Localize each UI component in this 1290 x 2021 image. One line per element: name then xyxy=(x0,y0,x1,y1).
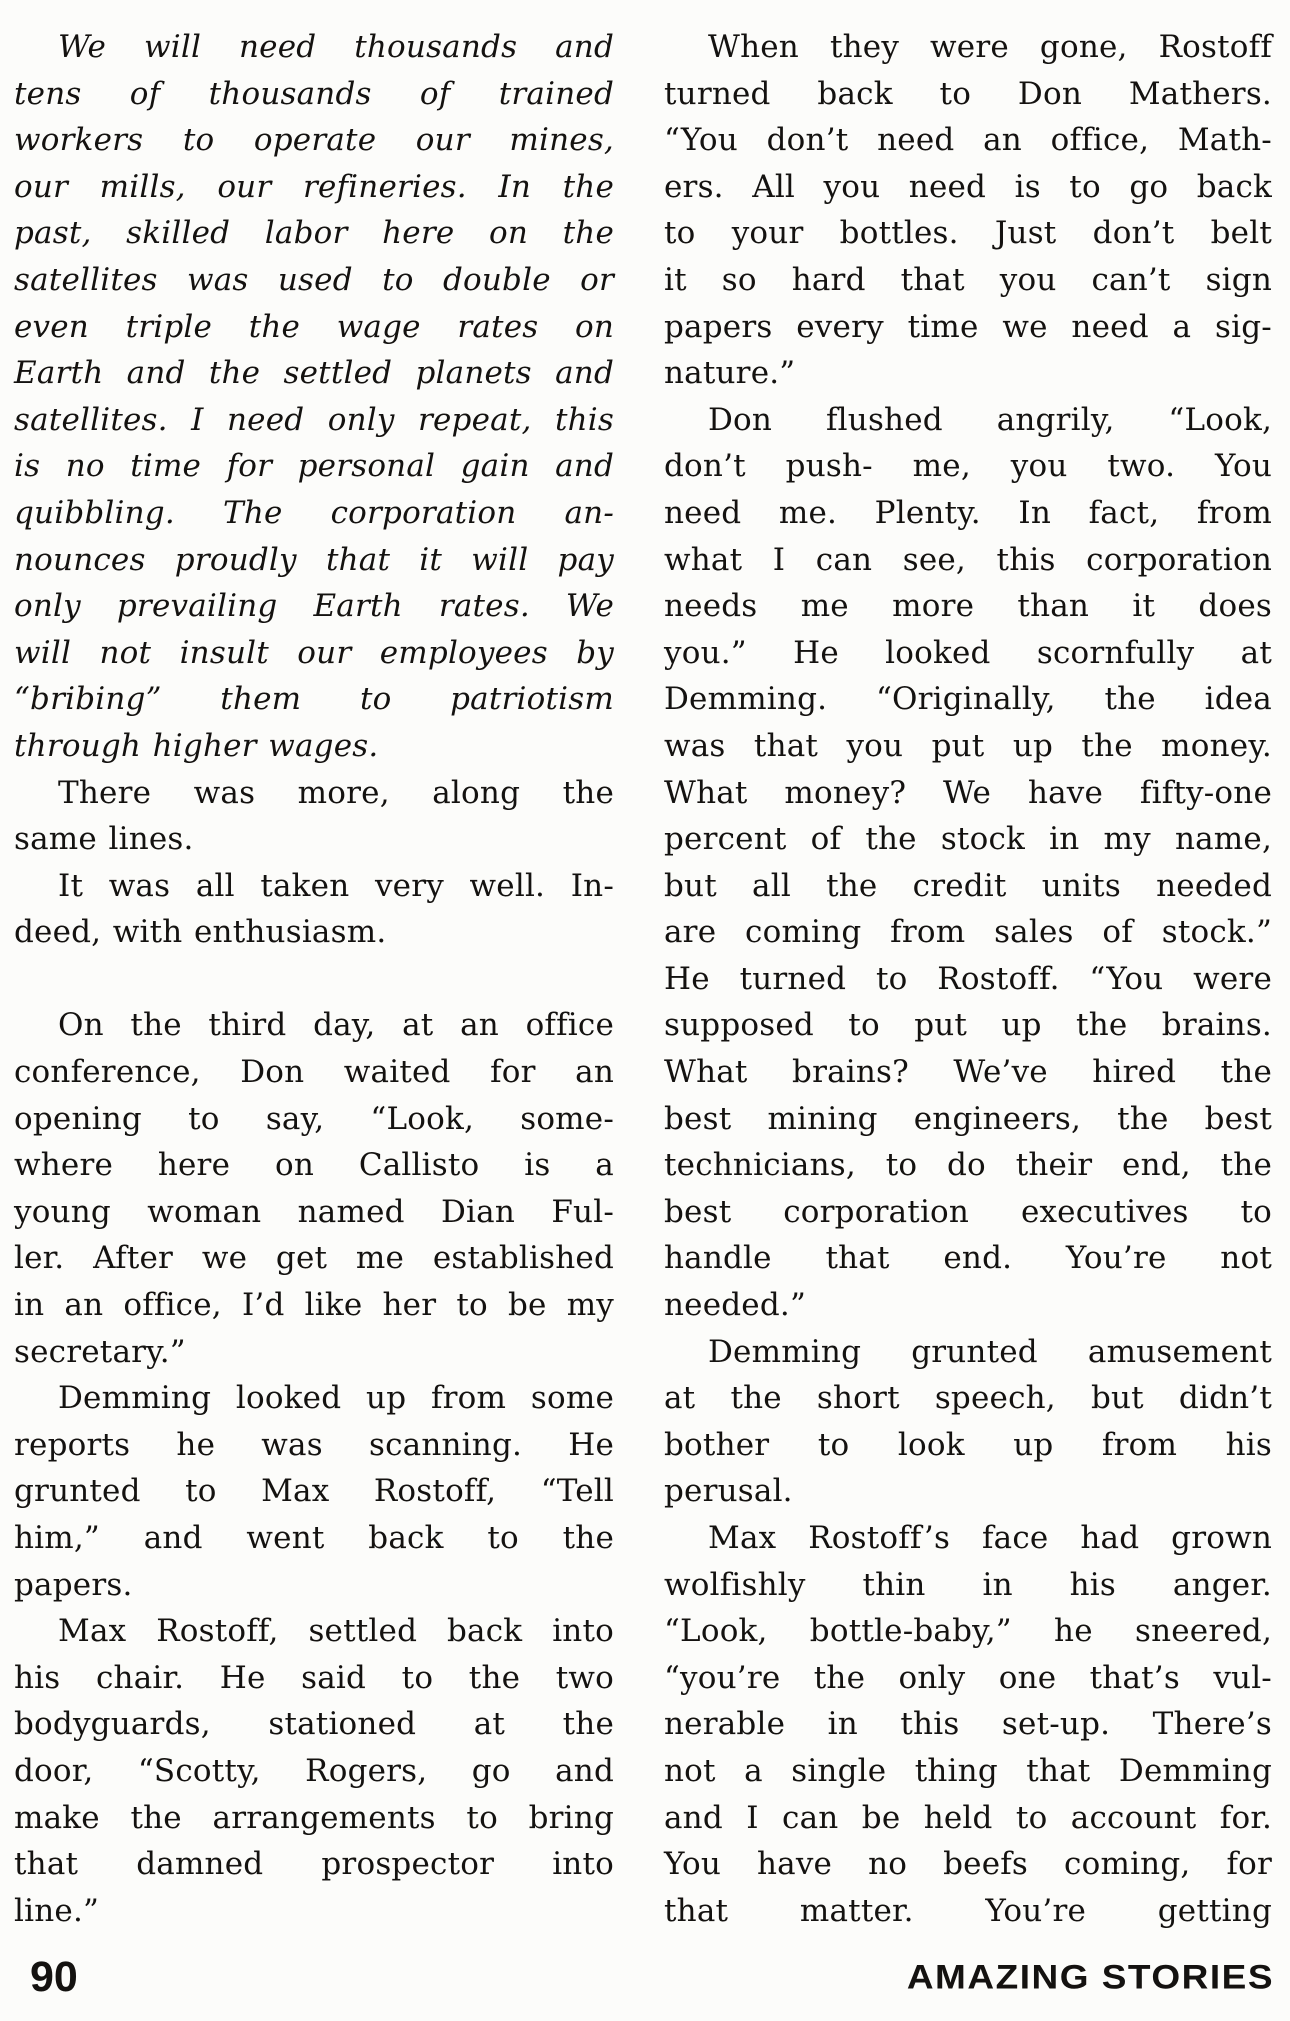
text-line: not a single thing that Demming xyxy=(664,1752,1272,1789)
text-line: tens of thousands of trained xyxy=(14,75,614,112)
text-line: “Look, bottle-baby,” he sneered, xyxy=(664,1613,1272,1650)
text-line: bother to look up from his xyxy=(664,1426,1272,1463)
text-line: make the arrangements to bring xyxy=(14,1799,614,1836)
text-line: what I can see, this corporation xyxy=(664,541,1272,578)
text-line: same lines. xyxy=(14,821,194,858)
text-line: secretary.” xyxy=(14,1333,186,1370)
text-line: was that you put up the money. xyxy=(664,727,1272,764)
text-line: There was more, along the xyxy=(58,774,614,811)
text-line: technicians, to do their end, the xyxy=(664,1147,1272,1184)
text-line: deed, with enthusiasm. xyxy=(14,914,387,951)
text-line: only prevailing Earth rates. We xyxy=(14,588,614,625)
text-line: quibbling. The corporation an- xyxy=(14,494,614,531)
text-line: are coming from sales of stock.” xyxy=(664,914,1272,951)
text-line: need me. Plenty. In fact, from xyxy=(664,494,1272,531)
page-number: 90 xyxy=(30,1953,78,2001)
text-line: that matter. You’re getting xyxy=(664,1892,1272,1929)
text-line: Max Rostoff, settled back into xyxy=(58,1613,614,1650)
text-line: nerable in this set-up. There’s xyxy=(664,1706,1272,1743)
text-line: where here on Callisto is a xyxy=(14,1147,614,1184)
text-line: it so hard that you can’t sign xyxy=(664,261,1272,298)
text-line: that damned prospector into xyxy=(14,1846,614,1883)
text-line: Demming grunted amusement xyxy=(708,1333,1272,1370)
text-line: wolfishly thin in his anger. xyxy=(664,1566,1272,1603)
text-line: satellites. I need only repeat, this xyxy=(14,401,614,438)
text-line: percent of the stock in my name, xyxy=(664,821,1272,858)
text-line: “bribing” them to patriotism xyxy=(14,681,614,718)
text-line: will not insult our employees by xyxy=(14,634,614,671)
left-column xyxy=(14,24,614,1934)
text-line: Max Rostoff’s face had grown xyxy=(708,1520,1272,1556)
text-line: best mining engineers, the best xyxy=(664,1100,1272,1137)
text-line: best corporation executives to xyxy=(664,1193,1272,1230)
text-line: line.” xyxy=(14,1892,100,1929)
text-line: don’t push- me, you two. You xyxy=(664,448,1272,485)
text-line: On the third day, at an office xyxy=(58,1007,614,1044)
text-line: papers. xyxy=(14,1566,133,1603)
text-line: ler. After we get me established xyxy=(14,1240,614,1277)
text-line: and I can be held to account for. xyxy=(664,1799,1272,1836)
text-line: past, skilled labor here on the xyxy=(14,215,614,252)
text-line: What money? We have fifty-one xyxy=(664,774,1272,811)
text-line: We will need thousands and xyxy=(58,29,614,65)
text-line: ers. All you need is to go back xyxy=(664,168,1272,205)
text-line: He turned to Rostoff. “You were xyxy=(664,960,1272,997)
text-line: Don flushed angrily, “Look, xyxy=(708,401,1272,438)
text-line: handle that end. You’re not xyxy=(664,1240,1272,1277)
text-line: nounces proudly that it will pay xyxy=(14,541,614,578)
text-line: through higher wages. xyxy=(14,727,379,764)
text-line: satellites was used to double or xyxy=(14,261,614,298)
text-line: to your bottles. Just don’t belt xyxy=(664,215,1272,252)
text-line: “you’re the only one that’s vul- xyxy=(664,1659,1272,1696)
text-line: his chair. He said to the two xyxy=(14,1659,614,1696)
right-column xyxy=(664,24,1272,1934)
text-line: needs me more than it does xyxy=(664,588,1272,625)
text-line: reports he was scanning. He xyxy=(14,1426,614,1463)
text-line: young woman named Dian Ful- xyxy=(14,1193,614,1230)
magazine-title: AMAZING STORIES xyxy=(906,1958,1274,1996)
text-line: needed.” xyxy=(664,1287,806,1324)
text-line: Earth and the settled planets and xyxy=(14,355,614,392)
text-line: grunted to Max Rostoff, “Tell xyxy=(14,1473,614,1510)
text-line: in an office, I’d like her to be my xyxy=(14,1287,614,1324)
text-line: What brains? We’ve hired the xyxy=(664,1054,1272,1091)
text-line: bodyguards, stationed at the xyxy=(14,1706,614,1743)
text-line: papers every time we need a sig- xyxy=(664,308,1272,345)
text-line: conference, Don waited for an xyxy=(14,1054,614,1091)
text-line: is no time for personal gain and xyxy=(14,448,614,485)
text-line: You have no beefs coming, for xyxy=(664,1846,1272,1883)
text-line: workers to operate our mines, xyxy=(14,122,614,159)
text-line: at the short speech, but didn’t xyxy=(664,1380,1272,1417)
text-line: door, “Scotty, Rogers, go and xyxy=(14,1752,614,1789)
text-line: nature.” xyxy=(664,355,796,392)
text-line: It was all taken very well. In- xyxy=(58,867,614,904)
text-line: perusal. xyxy=(664,1473,793,1510)
text-line: “You don’t need an office, Math- xyxy=(664,122,1272,159)
paragraph-gap xyxy=(14,956,614,1003)
text-line: Demming. “Originally, the idea xyxy=(664,681,1272,718)
text-line: him,” and went back to the xyxy=(14,1520,614,1556)
text-line: you.” He looked scornfully at xyxy=(664,634,1272,671)
text-line: Demming looked up from some xyxy=(58,1380,614,1417)
text-line: even triple the wage rates on xyxy=(14,308,614,345)
text-line: our mills, our refineries. In the xyxy=(14,168,614,205)
text-line: turned back to Don Mathers. xyxy=(664,75,1272,112)
text-line: opening to say, “Look, some- xyxy=(14,1100,614,1137)
text-line: but all the credit units needed xyxy=(664,867,1272,904)
text-line: supposed to put up the brains. xyxy=(664,1007,1272,1044)
text-line: When they were gone, Rostoff xyxy=(708,29,1272,65)
